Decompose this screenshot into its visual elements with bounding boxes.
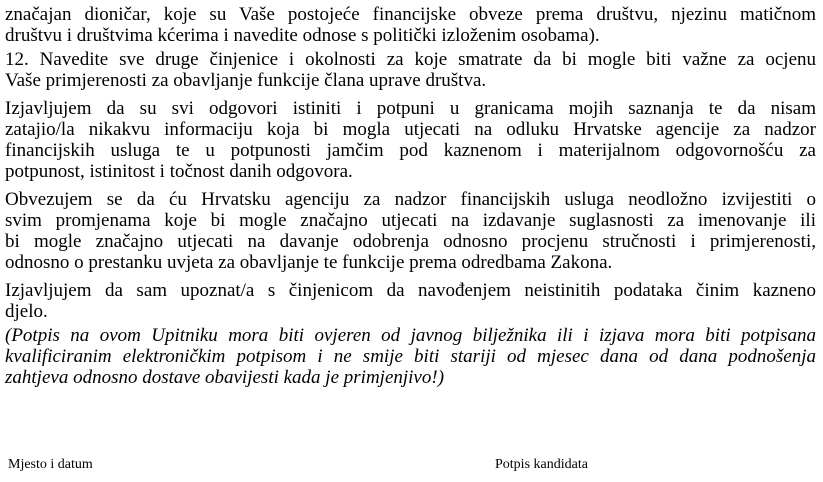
text-line: djelo. <box>5 301 48 322</box>
text-line: Obvezujem se da ću Hrvatsku agenciju za nadzor financijskih usluga neodložno izvijestiti o <box>5 189 816 210</box>
text-line: zatajio/la nikakvu informaciju koja bi mogla utjecati na odluku Hrvatske agencije za nadzor <box>5 119 816 140</box>
text-line: (Potpis na ovom Upitniku mora biti ovjeren od javnog bilježnika ili i izjava mora biti potpisana <box>5 325 816 346</box>
text-line: financijskih usluga te u potpunosti jamčim pod kaznenom i materijalnom odgovornošću za <box>5 140 816 161</box>
paragraph-declaration-truth <box>5 98 816 182</box>
candidate-signature-label: Potpis kandidata <box>495 457 588 472</box>
text-line: svim promjenama koje bi mogle značajno utjecati na izdavanje suglasnosti za imenovanje ili <box>5 210 816 231</box>
text-line: Izjavljujem da su svi odgovori istiniti i potpuni u granicama mojih saznanja te da nisam <box>5 98 816 119</box>
text-line: kvalificiranim elektroničkim potpisom i ne smije biti stariji od mjesec dana od dana podnošenja <box>5 346 816 367</box>
paragraph-signature-note <box>5 325 816 388</box>
document-page <box>5 4 816 388</box>
text-line: odnosno o prestanku uvjeta za obavljanje te funkcije prema odredbama Zakona. <box>5 252 613 273</box>
paragraph-question-12 <box>5 49 816 91</box>
text-line: potpunost, istinitost i točnost danih odgovora. <box>5 161 353 182</box>
text-line: 12. Navedite sve druge činjenice i okolnosti za koje smatrate da bi mogle biti važne za ocjenu <box>5 49 816 70</box>
text-line: društvu i društvima kćerima i navedite odnose s politički izloženim osobama). <box>5 25 600 46</box>
text-line: bi mogle značajno utjecati na davanje odobrenja odnosno procjenu stručnosti i primjerenosti, <box>5 231 816 252</box>
paragraph-declaration-offence <box>5 280 816 322</box>
place-date-label: Mjesto i datum <box>8 457 93 472</box>
paragraph-continuation <box>5 4 816 46</box>
paragraph-obligation-notify <box>5 189 816 273</box>
text-line: značajan dioničar, koje su Vaše postojeće financijske obveze prema društvu, njezinu matičnom <box>5 4 816 25</box>
text-line: zahtjeva odnosno dostave obavijesti kada je primjenjivo!) <box>5 367 445 388</box>
text-line: Izjavljujem da sam upoznat/a s činjenicom da navođenjem neistinitih podataka činim kazneno <box>5 280 816 301</box>
text-line: Vaše primjerenosti za obavljanje funkcije člana uprave društva. <box>5 70 487 91</box>
